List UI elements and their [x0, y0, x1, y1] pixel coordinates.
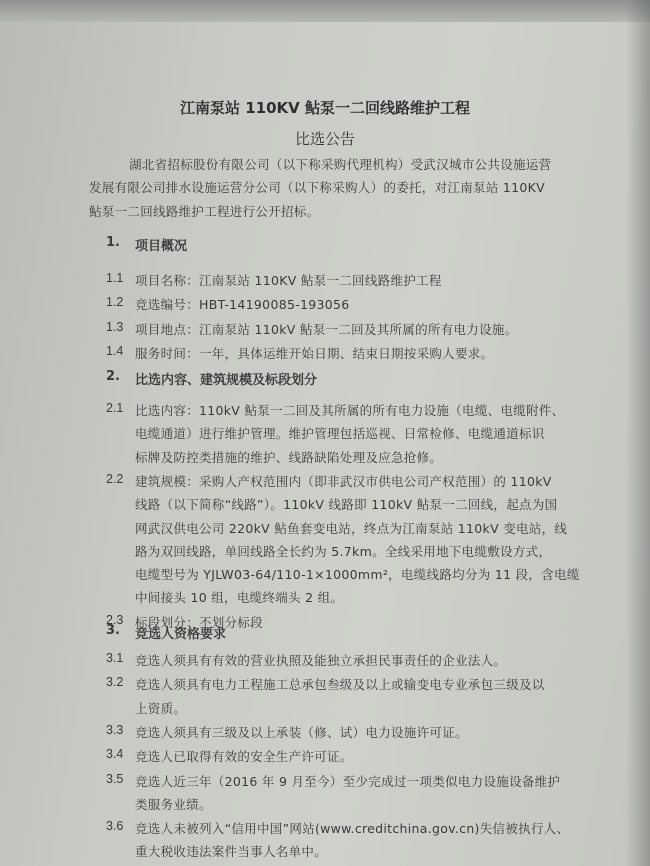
item-text-line: 比选内容：110kV 鲇泵一二回及其所属的所有电力设施（电缆、电缆附件、 [135, 403, 565, 418]
item-number: 2.2 [106, 471, 124, 486]
section-number: 2. [106, 369, 120, 384]
item-text-line: 竞选人近三年（2016 年 9 月至今）至少完成过一项类似电力设施设备维护 [135, 773, 561, 789]
item-number: 1.2 [106, 295, 124, 310]
section-title: 项目概况 [135, 239, 188, 254]
photo-background-edge [0, 0, 650, 22]
item-number: 2.1 [106, 401, 124, 415]
item-text-line: 竞选人未被列入“信用中国”网站(www.creditchina.gov.cn)失信被执行人、 [135, 821, 570, 837]
item-number: 3.5 [106, 771, 124, 786]
item-text-line: 重大税收违法案件当事人名单中。 [135, 844, 328, 860]
item-text-line: 服务时间：一年，具体运维开始日期、结束日期按采购人要求。 [135, 345, 494, 361]
item-number: 1.3 [106, 319, 124, 334]
item-text-line: 竞选人须具有有效的营业执照及能独立承担民事责任的企业法人。 [135, 653, 507, 668]
item-number: 3.2 [106, 675, 124, 690]
item-number: 3.6 [106, 819, 124, 834]
document-title: 江南泵站 110KV 鲇泵一二回线路维护工程 [180, 99, 470, 117]
item-text-line: 线路（以下简称“线路”）。110kV 线路即 110kV 鲇泵一二回线，起点为国 [135, 497, 558, 513]
item-number: 3.4 [106, 747, 124, 762]
item-text-line: 电缆通道）进行维护管理。维护管理包括巡视、日常检修、电缆通道标识 [135, 426, 545, 442]
item-text-line: 标段划分：不划分标段 [135, 614, 264, 630]
item-number: 3.1 [106, 651, 124, 665]
item-text-line: 标牌及防控类措施的维护、线路缺陷处理及应急抢修。 [135, 449, 443, 465]
item-text-line: 竞选编号：HBT-14190085-193056 [135, 297, 350, 313]
item-number: 1.1 [106, 271, 124, 285]
item-text-line: 上资质。 [135, 700, 187, 716]
item-text-line: 路为双回线路，单回线路全长约为 5.7km。全线采用地下电缆敷设方式， [135, 543, 552, 559]
section-title: 比选内容、建筑规模及标段划分 [135, 373, 318, 388]
section-number: 1. [106, 235, 120, 250]
item-number: 2.3 [106, 612, 124, 627]
item-text-line: 竞选人须具有电力工程施工总承包叁级及以上或输变电专业承包三级及以 [135, 677, 545, 693]
item-text-line: 竞选人须具有三级及以上承装（修、试）电力设施许可证。 [135, 724, 468, 740]
item-text-line: 项目名称：江南泵站 110KV 鲇泵一二回线路维护工程 [135, 273, 442, 288]
item-text-line: 项目地点：江南泵站 110kV 鲇泵一二回及其所属的所有电力设施。 [135, 321, 518, 337]
intro-line: 湖北省招标股份有限公司（以下称采购代理机构）受武汉城市公共设施运营 [129, 157, 552, 172]
intro-line: 发展有限公司排水设施运营分公司（以下称采购人）的委托，对江南泵站 110KV [89, 180, 545, 196]
item-text-line: 网武汉供电公司 220kV 鲇鱼套变电站，终点为江南泵站 110kV 变电站，线 [135, 520, 568, 536]
item-number: 1.4 [106, 343, 124, 358]
intro-line: 鲇泵一二回线路维护工程进行公开招标。 [89, 203, 320, 219]
item-text-line: 竞选人已取得有效的安全生产许可证。 [135, 749, 353, 765]
section-title: 竞选人资格要求 [135, 627, 227, 642]
item-text-line: 电缆型号为 YJLW03-64/110-1×1000mm²，电缆线路均分为 11 段，含电缆 [135, 567, 580, 583]
item-text-line: 建筑规模：采购人产权范围内（即非武汉市供电公司产权范围）的 110kV [135, 473, 552, 489]
item-number: 3.3 [106, 722, 124, 737]
item-text-line: 中间接头 10 组，电缆终端头 2 组。 [135, 590, 344, 606]
item-text-line: 类服务业绩。 [135, 796, 212, 812]
document-subtitle: 比选公告 [294, 130, 355, 148]
section-number: 3. [106, 623, 120, 638]
